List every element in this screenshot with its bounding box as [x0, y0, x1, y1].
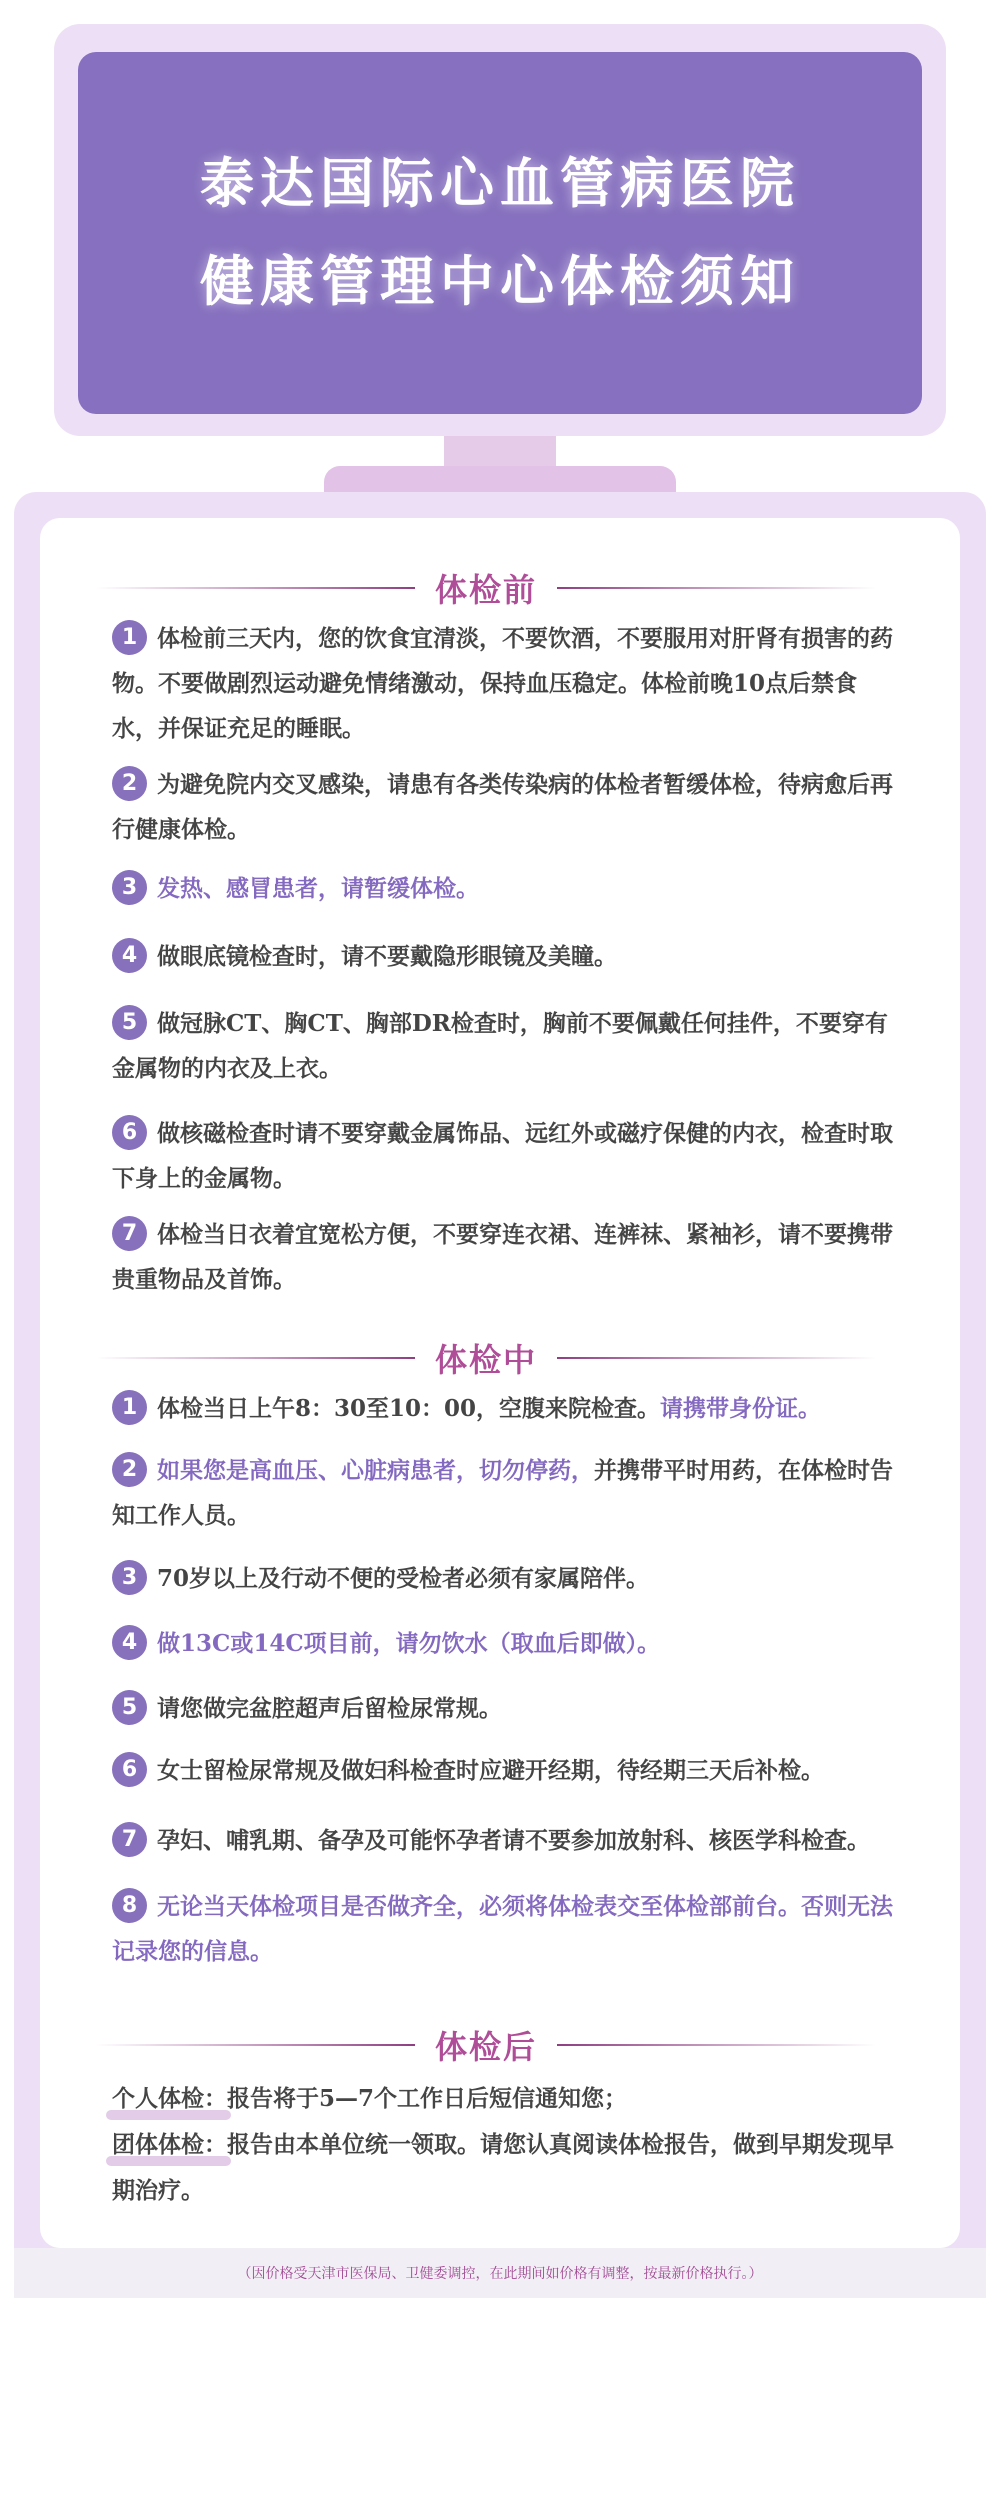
before-item-5	[112, 1001, 902, 1091]
number-badge: 6	[112, 1115, 147, 1150]
item-text: 孕妇、哺乳期、备孕及可能怀孕者请不要参加放射科、核医学科检查。	[157, 1827, 870, 1854]
after-group	[112, 2122, 902, 2214]
item-text: 请您做完盆腔超声后留检尿常规。	[157, 1695, 502, 1722]
before-item-2	[112, 762, 902, 852]
during-item-8	[112, 1884, 902, 1974]
number-badge: 3	[112, 870, 147, 905]
item-highlight: 如果您是高血压、心脏病患者，切勿停药，	[157, 1457, 594, 1484]
during-item-5	[112, 1686, 902, 1731]
divider-line	[557, 587, 876, 589]
before-item-7	[112, 1212, 902, 1302]
divider-line	[557, 2044, 876, 2046]
footer-strip	[14, 2248, 986, 2298]
during-item-4	[112, 1621, 902, 1666]
number-badge: 1	[112, 620, 147, 655]
item-highlight: 请携带身份证。	[660, 1395, 822, 1422]
number-badge: 7	[112, 1822, 147, 1857]
personal-text: 报告将于5—7个工作日后短信通知您；	[227, 2085, 628, 2112]
footer-note: （因价格受天津市医保局、卫健委调控，在此期间如价格有调整，按最新价格执行。）	[237, 2266, 763, 2282]
item-text: 体检当日衣着宜宽松方便，不要穿连衣裙、连裤袜、紧袖衫，请不要携带贵重物品及首饰。	[112, 1221, 893, 1293]
number-badge: 8	[112, 1888, 147, 1923]
section-header-before	[96, 563, 876, 613]
number-badge: 1	[112, 1390, 147, 1425]
number-badge: 2	[112, 1452, 147, 1487]
divider-line	[557, 1357, 876, 1359]
item-text: 并携带平时用药，在体检时告知工作人员。	[112, 1457, 893, 1529]
item-text: 发热、感冒患者，请暂缓体检。	[157, 875, 479, 902]
item-text: 做13C或14C项目前，请勿饮水（取血后即做）。	[157, 1630, 661, 1657]
before-item-6	[112, 1111, 902, 1201]
during-item-2	[112, 1448, 902, 1538]
item-text: 做眼底镜检查时，请不要戴隐形眼镜及美瞳。	[157, 943, 617, 970]
item-text: 70岁以上及行动不便的受检者必须有家属陪伴。	[157, 1565, 650, 1592]
item-text: 体检当日上午8：30至10：00，空腹来院检查。	[157, 1395, 661, 1422]
before-item-1	[112, 616, 902, 751]
number-badge: 4	[112, 938, 147, 973]
page-title-line2: 健康管理中心体检须知	[200, 250, 800, 313]
number-badge: 7	[112, 1216, 147, 1251]
item-text: 无论当天体检项目是否做齐全，必须将体检表交至体检部前台。否则无法记录您的信息。	[112, 1893, 893, 1965]
header-screen	[78, 52, 922, 414]
before-item-4	[112, 934, 902, 979]
group-text: 报告由本单位统一领取。请您认真阅读体检报告，做到早期发现早期治疗。	[112, 2131, 894, 2204]
section-header-during	[96, 1333, 876, 1383]
number-badge: 6	[112, 1752, 147, 1787]
item-text: 女士留检尿常规及做妇科检查时应避开经期，待经期三天后补检。	[157, 1757, 824, 1784]
item-text: 体检前三天内，您的饮食宜清淡，不要饮酒，不要服用对肝肾有损害的药物。不要做剧烈运动避免情绪激动，保持血压稳定。体检前晚10点后禁食水，并保证充足的睡眠。	[112, 625, 893, 742]
divider-line	[96, 587, 415, 589]
item-text: 做核磁检查时请不要穿戴金属饰品、远红外或磁疗保健的内衣，检查时取下身上的金属物。	[112, 1120, 893, 1192]
divider-line	[96, 1357, 415, 1359]
group-label: 团体体检：	[112, 2122, 227, 2168]
during-item-1	[112, 1386, 902, 1431]
during-item-7	[112, 1818, 902, 1863]
header-frame	[54, 24, 946, 436]
before-item-3	[112, 866, 902, 911]
during-item-3	[112, 1556, 902, 1601]
section-header-after	[96, 2020, 876, 2070]
number-badge: 4	[112, 1625, 147, 1660]
item-text: 为避免院内交叉感染，请患有各类传染病的体检者暂缓体检，待病愈后再行健康体检。	[112, 771, 893, 843]
page-title-line1: 泰达国际心血管病医院	[200, 152, 800, 215]
number-badge: 3	[112, 1560, 147, 1595]
number-badge: 5	[112, 1005, 147, 1040]
section-title-after: 体检后	[435, 2028, 538, 2066]
number-badge: 5	[112, 1690, 147, 1725]
section-title-before: 体检前	[435, 571, 538, 609]
section-title-during: 体检中	[435, 1341, 538, 1379]
personal-label: 个人体检：	[112, 2076, 227, 2122]
item-text: 做冠脉CT、胸CT、胸部DR检查时，胸前不要佩戴任何挂件，不要穿有金属物的内衣及上衣。	[112, 1010, 888, 1082]
after-personal	[112, 2076, 902, 2122]
during-item-6	[112, 1748, 902, 1793]
divider-line	[96, 2044, 415, 2046]
number-badge: 2	[112, 766, 147, 801]
monitor-stand-neck	[444, 436, 556, 466]
